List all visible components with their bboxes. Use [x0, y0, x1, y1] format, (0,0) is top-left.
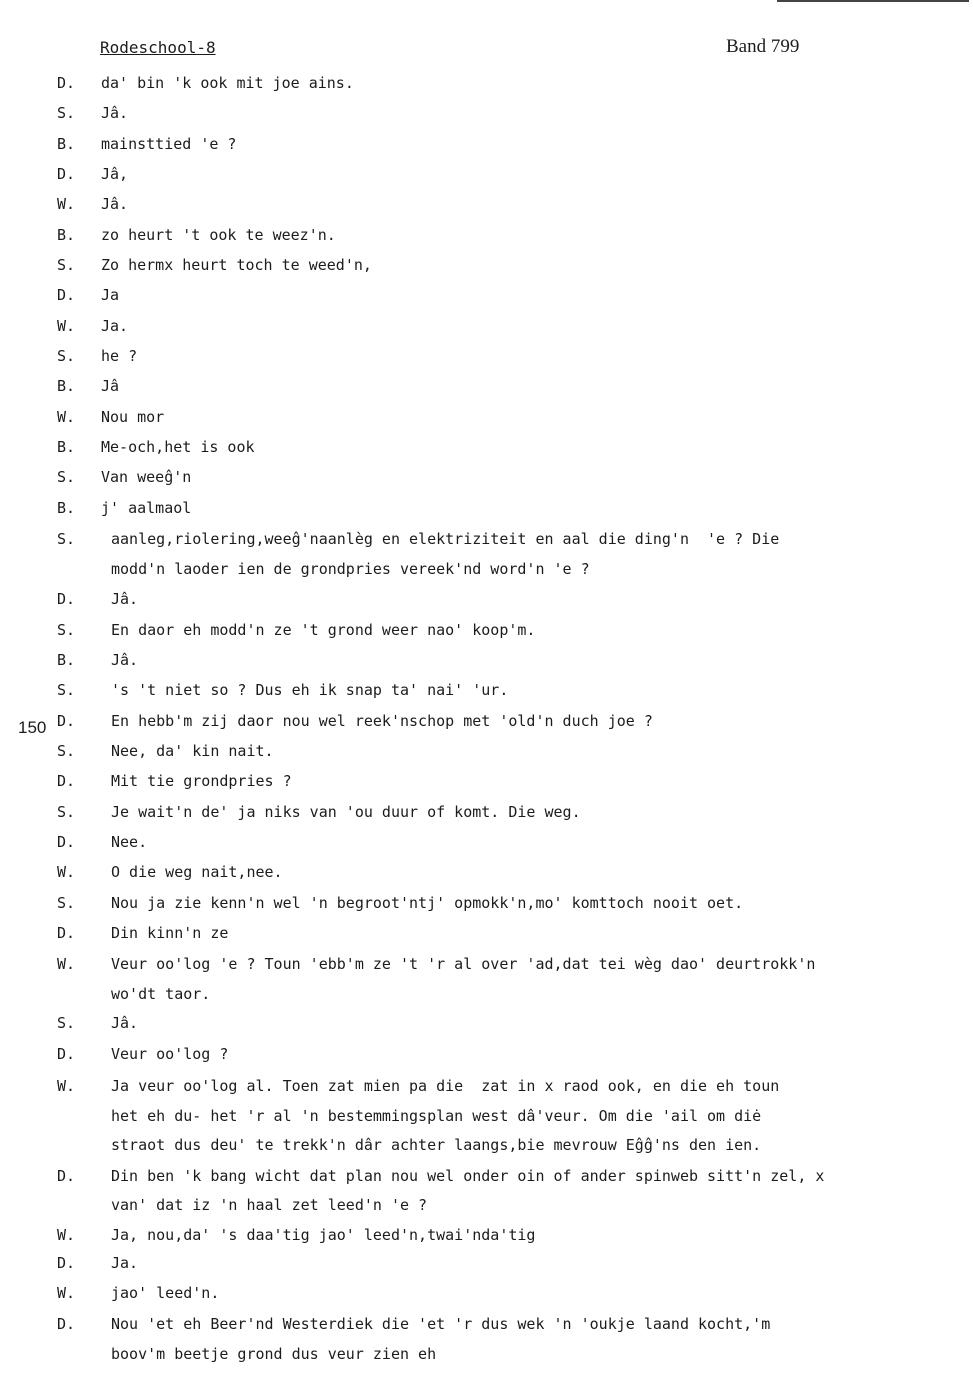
transcript-line: [0, 436, 973, 458]
transcript-line: [0, 953, 973, 975]
utterance-text: Jâ.: [111, 1014, 139, 1032]
transcript-line: [0, 1313, 973, 1335]
transcript-line: [0, 193, 973, 215]
transcript-line: [0, 892, 973, 914]
speaker-label: W.: [57, 408, 76, 426]
transcript-line: [0, 1282, 973, 1304]
document-title: Rodeschool-8: [100, 38, 216, 57]
utterance-text: Nou mor: [101, 408, 165, 426]
speaker-label: D.: [57, 924, 76, 942]
utterance-text: Zo hermx heurt toch te weed'n,: [101, 256, 372, 274]
utterance-text: Din kinn'n ze: [111, 924, 229, 942]
speaker-label: S.: [57, 742, 76, 760]
speaker-label: S.: [57, 468, 76, 486]
transcript-line: [0, 801, 973, 823]
transcript-line: [0, 679, 973, 701]
utterance-text: straot dus deu' te trekk'n dâr achter laangs,bie mevrouw Eĝĝ'ns den ien.: [111, 1136, 762, 1154]
speaker-label: D.: [57, 772, 76, 790]
transcript-line: [0, 284, 973, 306]
margin-counter-note: 150: [18, 718, 47, 737]
transcript-line: [0, 922, 973, 944]
speaker-label: B.: [57, 651, 76, 669]
speaker-label: S.: [57, 347, 76, 365]
speaker-label: D.: [57, 165, 76, 183]
speaker-label: W.: [57, 1077, 76, 1095]
top-edge-rule: [777, 0, 969, 2]
speaker-label: W.: [57, 955, 76, 973]
speaker-label: D.: [57, 286, 76, 304]
transcript-line: [0, 740, 973, 762]
utterance-text: O die weg nait,nee.: [111, 863, 283, 881]
transcript-line: [0, 1194, 973, 1216]
utterance-text: modd'n laoder ien de grondpries vereek'nd word'n 'e ?: [111, 560, 590, 578]
speaker-label: D.: [57, 1045, 76, 1063]
utterance-text: Mit tie grondpries ?: [111, 772, 292, 790]
speaker-label: S.: [57, 894, 76, 912]
utterance-text: Ja: [101, 286, 120, 304]
utterance-text: j' aalmaol: [101, 499, 192, 517]
utterance-text: jao' leed'n.: [111, 1284, 220, 1302]
utterance-text: wo'dt taor.: [111, 985, 211, 1003]
transcript-line: [0, 770, 973, 792]
utterance-text: aanleg,riolering,weeĝ'naanlèg en elektriziteit en aal die ding'n 'e ? Die: [111, 530, 780, 548]
transcript-line: [0, 558, 973, 580]
speaker-label: S.: [57, 104, 76, 122]
transcript-line: [0, 163, 973, 185]
speaker-label: D.: [57, 74, 76, 92]
utterance-text: Veur oo'log 'e ? Toun 'ebb'm ze 't 'r al over 'ad,dat tei wèg dao' deurtrokk'n: [111, 955, 816, 973]
utterance-text: Jâ.: [101, 104, 129, 122]
utterance-text: da' bin 'k ook mit joe ains.: [101, 74, 354, 92]
transcript-line: [0, 983, 973, 1005]
speaker-label: W.: [57, 317, 76, 335]
speaker-label: D.: [57, 1254, 76, 1272]
utterance-text: 's 't niet so ? Dus eh ik snap ta' nai' 'ur.: [111, 681, 509, 699]
speaker-label: S.: [57, 256, 76, 274]
tape-number: Band 799: [726, 36, 800, 57]
utterance-text: Jâ,: [101, 165, 129, 183]
utterance-text: Je wait'n de' ja niks van 'ou duur of komt. Die weg.: [111, 803, 581, 821]
speaker-label: W.: [57, 863, 76, 881]
transcript-line: [0, 1075, 973, 1097]
utterance-text: Ja.: [101, 317, 129, 335]
speaker-label: D.: [57, 1315, 76, 1333]
speaker-label: S.: [57, 681, 76, 699]
speaker-label: B.: [57, 438, 76, 456]
utterance-text: En hebb'm zij daor nou wel reek'nschop met 'old'n duch joe ?: [111, 712, 653, 730]
transcript-line: [0, 133, 973, 155]
speaker-label: B.: [57, 135, 76, 153]
speaker-label: S.: [57, 621, 76, 639]
speaker-label: W.: [57, 195, 76, 213]
transcript-line: [0, 497, 973, 519]
transcript-line: [0, 254, 973, 276]
utterance-text: Din ben 'k bang wicht dat plan nou wel onder oin of ander spinweb sitt'n zel, x: [111, 1167, 825, 1185]
utterance-text: Veur oo'log ?: [111, 1045, 229, 1063]
utterance-text: Nou 'et eh Beer'nd Westerdiek die 'et 'r dus wek 'n 'oukje laand kocht,'m: [111, 1315, 771, 1333]
utterance-text: Nou ja zie kenn'n wel 'n begroot'ntj' opmokk'n,mo' komttoch nooit oet.: [111, 894, 744, 912]
utterance-text: van' dat iz 'n haal zet leed'n 'e ?: [111, 1196, 428, 1214]
speaker-label: B.: [57, 499, 76, 517]
utterance-text: zo heurt 't ook te weez'n.: [101, 226, 336, 244]
utterance-text: mainsttied 'e ?: [101, 135, 237, 153]
utterance-text: Ja, nou,da' 's daa'tig jao' leed'n,twai'nda'tig: [111, 1226, 536, 1244]
transcript-line: [0, 831, 973, 853]
speaker-label: B.: [57, 226, 76, 244]
transcript-line: [0, 1252, 973, 1274]
transcript-line: [0, 649, 973, 671]
transcript-line: [0, 375, 973, 397]
utterance-text: Van weeĝ'n: [101, 468, 192, 486]
transcript-line: [0, 224, 973, 246]
speaker-label: D.: [57, 712, 76, 730]
speaker-label: S.: [57, 530, 76, 548]
utterance-text: Ja.: [111, 1254, 139, 1272]
speaker-label: D.: [57, 833, 76, 851]
utterance-text: he ?: [101, 347, 138, 365]
speaker-label: W.: [57, 1284, 76, 1302]
transcript-line: [0, 861, 973, 883]
utterance-text: Jâ: [101, 377, 120, 395]
speaker-label: D.: [57, 590, 76, 608]
transcript-line: [0, 406, 973, 428]
transcript-line: [0, 528, 973, 550]
utterance-text: Nee.: [111, 833, 148, 851]
transcript-line: [0, 466, 973, 488]
transcript-line: [0, 1224, 973, 1246]
utterance-text: Nee, da' kin nait.: [111, 742, 274, 760]
transcript-line: [0, 710, 973, 732]
transcript-line: [0, 1134, 973, 1156]
speaker-label: S.: [57, 1014, 76, 1032]
utterance-text: En daor eh modd'n ze 't grond weer nao' koop'm.: [111, 621, 536, 639]
transcript-line: [0, 588, 973, 610]
speaker-label: S.: [57, 803, 76, 821]
utterance-text: boov'm beetje grond dus veur zien eh: [111, 1345, 437, 1363]
utterance-text: Jâ.: [111, 590, 139, 608]
utterance-text: Ja veur oo'log al. Toen zat mien pa die zat in x raod ook, en die eh toun: [111, 1077, 780, 1095]
transcript-line: [0, 619, 973, 641]
transcript-line: [0, 345, 973, 367]
utterance-text: Jâ.: [101, 195, 129, 213]
transcript-line: [0, 1012, 973, 1034]
utterance-text: het eh du- het 'r al 'n bestemmingsplan west dâ'veur. Om die 'ail om diė: [111, 1107, 762, 1125]
transcript-line: [0, 1165, 973, 1187]
transcript-line: [0, 102, 973, 124]
transcript-line: [0, 72, 973, 94]
transcript-line: [0, 1105, 973, 1127]
speaker-label: B.: [57, 377, 76, 395]
transcript-line: [0, 315, 973, 337]
transcript-line: [0, 1043, 973, 1065]
transcript-line: [0, 1343, 973, 1365]
speaker-label: D.: [57, 1167, 76, 1185]
utterance-text: Jâ.: [111, 651, 139, 669]
utterance-text: Me-och,het is ook: [101, 438, 255, 456]
speaker-label: W.: [57, 1226, 76, 1244]
